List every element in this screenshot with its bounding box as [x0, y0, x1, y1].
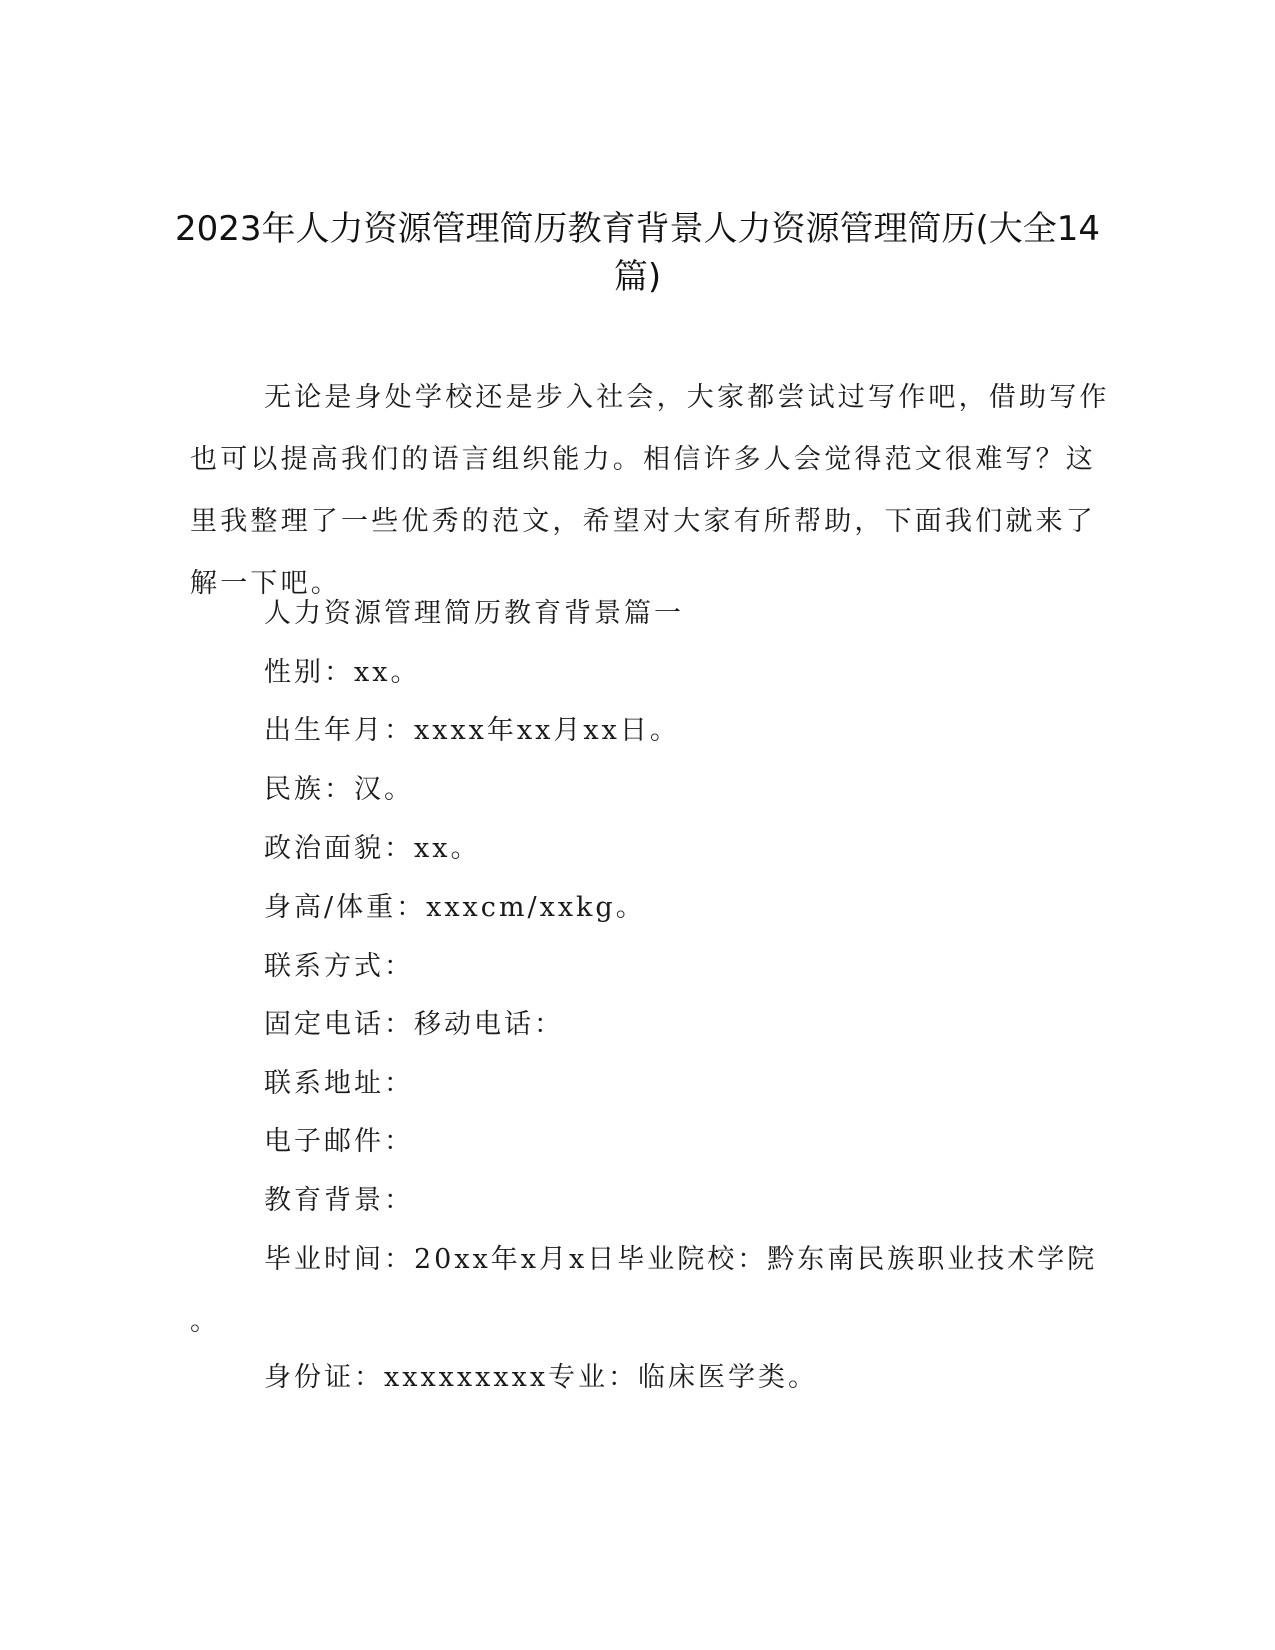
- intro-line: 无论是身处学校还是步入社会，大家都尝试过写作吧，借助写作: [264, 382, 1110, 413]
- field-contact: 联系方式：: [264, 951, 414, 982]
- field-education: 教育背景：: [264, 1185, 414, 1216]
- field-height-weight: 身高/体重：xxxcm/xxkg。: [264, 892, 646, 923]
- field-graduation-continuation: 。: [190, 1306, 217, 1337]
- title-line-2: 篇): [613, 257, 662, 297]
- intro-line: 里我整理了一些优秀的范文，希望对大家有所帮助，下面我们就来了: [190, 506, 1096, 537]
- document-title: [170, 205, 1105, 301]
- intro-paragraph: [190, 367, 1110, 615]
- section-heading: 人力资源管理简历教育背景篇一: [264, 598, 684, 629]
- field-id-major: 身份证：xxxxxxxxx专业：临床医学类。: [264, 1362, 819, 1393]
- field-graduation: 毕业时间：20xx年x月x日毕业院校：黔东南民族职业技术学院: [264, 1244, 1098, 1275]
- field-ethnicity: 民族：汉。: [264, 774, 414, 805]
- intro-line: 解一下吧。: [190, 568, 341, 599]
- intro-line: 也可以提高我们的语言组织能力。相信许多人会觉得范文很难写？这: [190, 444, 1096, 475]
- field-address: 联系地址：: [264, 1068, 414, 1099]
- title-line-1: 2023年人力资源管理简历教育背景人力资源管理简历(大全14: [174, 209, 1101, 249]
- field-political: 政治面貌：xx。: [264, 833, 481, 864]
- field-birth: 出生年月：xxxx年xx月xx日。: [264, 715, 680, 746]
- field-gender: 性别：xx。: [264, 657, 421, 688]
- field-phones: 固定电话：移动电话：: [264, 1009, 564, 1040]
- field-email: 电子邮件：: [264, 1126, 414, 1157]
